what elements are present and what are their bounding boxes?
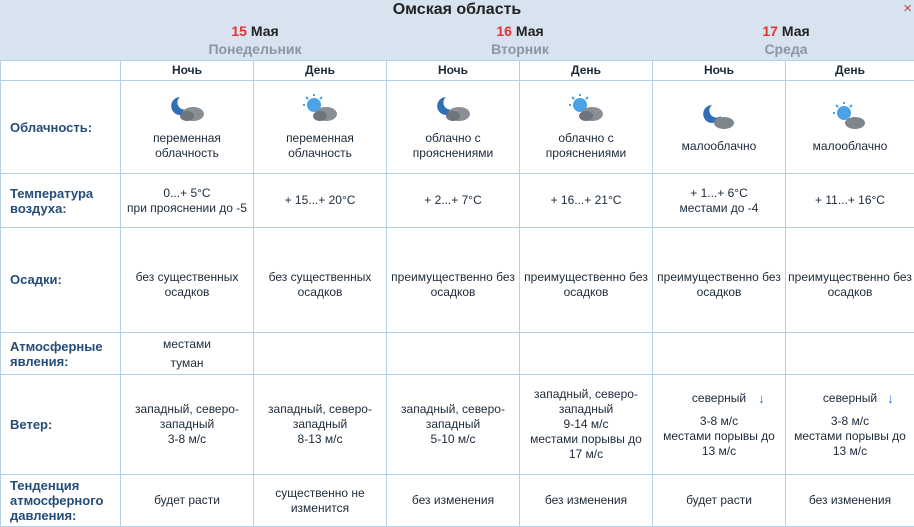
day-month: Мая: [516, 23, 544, 39]
precipitation-cell: преимущественно без осадков: [786, 228, 914, 333]
pressure-cell: без изменения: [786, 475, 914, 527]
period-night: Ночь: [387, 61, 520, 81]
temperature-cell: [387, 174, 520, 228]
wind-cell: [520, 375, 653, 475]
day-header-2: [390, 22, 650, 58]
wind-label: Ветер:: [1, 375, 121, 475]
wind-speed: 5-10 м/с: [389, 432, 517, 447]
wind-speed: 3-8 м/с: [123, 432, 251, 447]
phenomena-cell: [786, 333, 914, 375]
precipitation-cell: без существенных осадков: [254, 228, 387, 333]
clouds-text: малооблачно: [813, 139, 888, 153]
forecast-table: [0, 60, 914, 527]
clouds-cell: [387, 81, 520, 174]
day-number: 15: [231, 23, 247, 39]
phenomena-line: туман: [123, 356, 251, 371]
period-night: Ночь: [121, 61, 254, 81]
moon-cloud-icon: [699, 101, 739, 133]
day-number: 16: [496, 23, 512, 39]
wind-speed: 9-14 м/с: [522, 417, 650, 432]
day-month: Мая: [251, 23, 279, 39]
wind-direction: западный, северо-западный: [123, 402, 251, 432]
moon-cloud-icon: [167, 93, 207, 125]
temperature-cell: [520, 174, 653, 228]
pressure-cell: без изменения: [520, 475, 653, 527]
pressure-cell: существенно не изменится: [254, 475, 387, 527]
wind-direction: северный: [692, 391, 746, 405]
phenomena-cell: [387, 333, 520, 375]
day-header-3: [656, 22, 914, 58]
temperature-note: местами до -4: [655, 201, 783, 216]
clouds-cell: [520, 81, 653, 174]
precipitation-row: [1, 228, 914, 333]
period-day: День: [254, 61, 387, 81]
temperature-row: [1, 174, 914, 228]
phenomena-cell: [254, 333, 387, 375]
wind-cell: [387, 375, 520, 475]
wind-cell: [786, 375, 914, 475]
pressure-cell: будет расти: [653, 475, 786, 527]
wind-direction: западный, северо-западный: [389, 402, 517, 432]
pressure-cell: будет расти: [121, 475, 254, 527]
precipitation-cell: преимущественно без осадков: [653, 228, 786, 333]
period-day: День: [520, 61, 653, 81]
clouds-text: малооблачно: [682, 139, 757, 153]
temperature-cell: [254, 174, 387, 228]
sun-cloud-icon: [830, 101, 870, 133]
temperature-value: 0...+ 5°C: [123, 186, 251, 201]
pressure-row: [1, 475, 914, 527]
close-icon[interactable]: ×: [903, 0, 912, 18]
period-day: День: [786, 61, 914, 81]
period-row: [1, 61, 914, 81]
wind-gust: местами порывы до 13 м/с: [655, 429, 783, 459]
temperature-cell: [653, 174, 786, 228]
day-month: Мая: [782, 23, 810, 39]
corner-cell: [1, 61, 121, 81]
pressure-label: Тенденция атмосферного давления:: [1, 475, 121, 527]
wind-gust: местами порывы до 13 м/с: [788, 429, 912, 459]
precipitation-label: Осадки:: [1, 228, 121, 333]
sun-cloud-icon: [300, 93, 340, 125]
clouds-cell: [121, 81, 254, 174]
wind-direction-line: [655, 391, 783, 406]
clouds-text: переменная облачность: [153, 131, 221, 160]
wind-speed: 8-13 м/с: [256, 432, 384, 447]
region-title: Омская область: [0, 0, 914, 20]
wind-direction: западный, северо-западный: [256, 402, 384, 432]
phenomena-label: Атмосферные явления:: [1, 333, 121, 375]
moon-cloud-icon: [433, 93, 473, 125]
phenomena-cell: [520, 333, 653, 375]
clouds-text: облачно с прояснениями: [413, 131, 493, 160]
phenomena-cell: [121, 333, 254, 375]
temperature-value: + 1...+ 6°C: [655, 186, 783, 201]
wind-direction: западный, северо-западный: [522, 387, 650, 417]
clouds-text: облачно с прояснениями: [546, 131, 626, 160]
wind-row: [1, 375, 914, 475]
day-weekday: Среда: [656, 40, 914, 58]
wind-direction-line: [788, 391, 912, 406]
clouds-cell: [254, 81, 387, 174]
phenomena-cell: [653, 333, 786, 375]
temperature-note: при прояснении до -5: [123, 201, 251, 216]
day-header-1: [125, 22, 385, 58]
pressure-cell: без изменения: [387, 475, 520, 527]
wind-arrow-icon: ↓: [758, 391, 765, 406]
phenomena-row: [1, 333, 914, 375]
forecast-header: [0, 0, 914, 61]
wind-gust: местами порывы до 17 м/с: [522, 432, 650, 462]
clouds-cell: [653, 81, 786, 174]
wind-arrow-icon: ↓: [887, 391, 894, 406]
wind-cell: [653, 375, 786, 475]
precipitation-cell: преимущественно без осадков: [387, 228, 520, 333]
clouds-label: Облачность:: [1, 81, 121, 174]
wind-cell: [254, 375, 387, 475]
day-weekday: Понедельник: [125, 40, 385, 58]
temperature-value: + 2...+ 7°C: [389, 193, 517, 208]
phenomena-line: местами: [123, 337, 251, 352]
period-night: Ночь: [653, 61, 786, 81]
clouds-cell: [786, 81, 914, 174]
temperature-value: + 11...+ 16°C: [788, 193, 912, 208]
wind-cell: [121, 375, 254, 475]
sun-cloud-icon: [566, 93, 606, 125]
day-number: 17: [762, 23, 778, 39]
temperature-label: Температура воздуха:: [1, 174, 121, 228]
wind-direction: северный: [823, 391, 877, 405]
clouds-row: [1, 81, 914, 174]
temperature-cell: [121, 174, 254, 228]
clouds-text: переменная облачность: [286, 131, 354, 160]
temperature-value: + 16...+ 21°C: [522, 193, 650, 208]
temperature-value: + 15...+ 20°C: [256, 193, 384, 208]
wind-speed: 3-8 м/с: [655, 414, 783, 429]
precipitation-cell: без существенных осадков: [121, 228, 254, 333]
temperature-cell: [786, 174, 914, 228]
day-weekday: Вторник: [390, 40, 650, 58]
precipitation-cell: преимущественно без осадков: [520, 228, 653, 333]
wind-speed: 3-8 м/с: [788, 414, 912, 429]
